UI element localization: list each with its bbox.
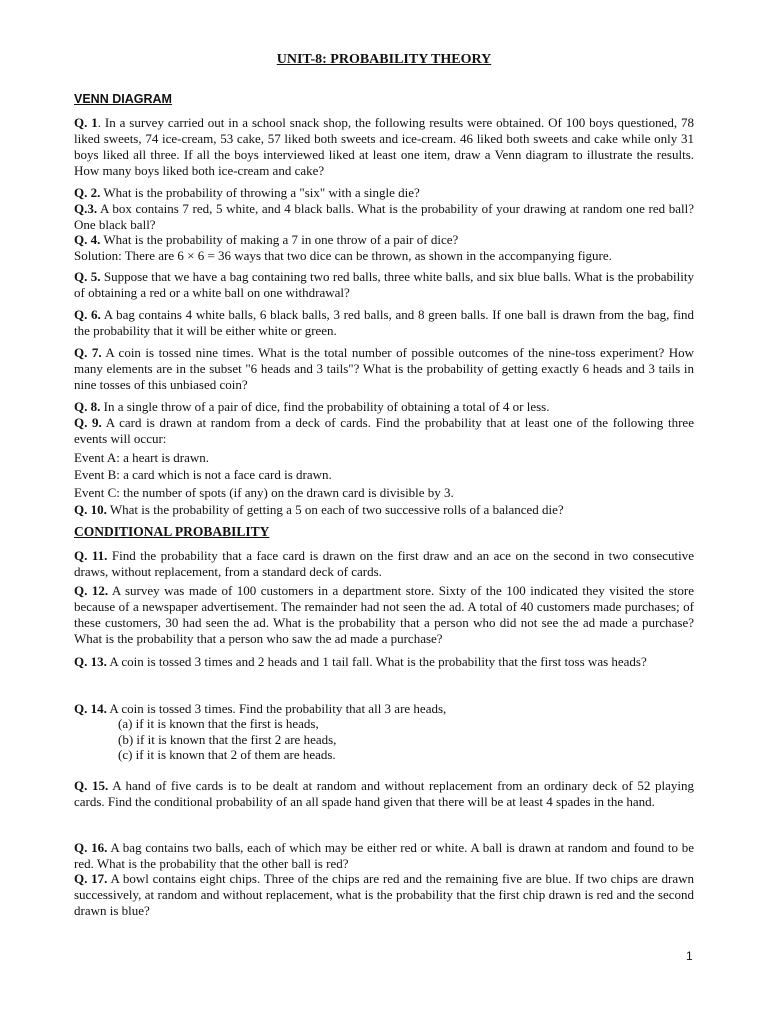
question-15 [74, 778, 694, 810]
question-label: Q. 1 [74, 115, 98, 130]
question-label: Q. 9. [74, 415, 102, 430]
question-text: A survey was made of 100 customers in a department store. Sixty of the 100 indicated they visited the store because of a newspaper advertisement. The remainder had not seen the ad. A total of 40 customers made purchases; of these customers, 30 had seen the ad. What is the probability that a person who did not see the ad made a purchase? What is the probability that a person who saw the ad made a purchase? [74, 583, 694, 646]
question-text: Suppose that we have a bag containing two red balls, three white balls, and six blue balls. What is the probability of obtaining a red or a white ball on one withdrawal? [74, 269, 694, 300]
question-label: Q. 5. [74, 269, 101, 284]
question-label: Q. 2. [74, 185, 101, 200]
question-label: Q. 16. [74, 840, 108, 855]
question-16 [74, 840, 694, 872]
question-label: Q. 12. [74, 583, 109, 598]
question-text: What is the probability of getting a 5 on each of two successive rolls of a balanced die? [106, 502, 564, 517]
question-text: Find the probability that a face card is drawn on the first draw and an ace on the second in two consecutive draws, without replacement, from a standard deck of cards. [74, 548, 694, 579]
question-text: . In a survey carried out in a school snack shop, the following results were obtained. Of 100 boys questioned, 78 liked sweets, 74 ice-cream, 53 cake, 57 liked both sweets and ice-cream. 46 liked both sweets and cake while only 31 boys liked all three. If all the boys interviewed liked at least one item, draw a Venn diagram to illustrate the results. How many boys liked both ice-cream and cake? [74, 115, 694, 178]
question-14 [74, 701, 446, 717]
question-text: A bowl contains eight chips. Three of the chips are red and the remaining five are blue. If two chips are drawn successively, at random and without replacement, what is the probability that the first chip drawn is red and the second drawn is blue? [74, 871, 694, 918]
question-text: What is the probability of making a 7 in one throw of a pair of dice? [100, 232, 459, 247]
question-5 [74, 269, 694, 301]
question-8 [74, 399, 549, 415]
page-title: UNIT-8: PROBABILITY THEORY [276, 52, 492, 67]
question-text: A coin is tossed 3 times. Find the probability that all 3 are heads, [106, 701, 447, 716]
question-text: In a single throw of a pair of dice, find the probability of obtaining a total of 4 or less. [100, 399, 550, 414]
event-c: Event C: the number of spots (if any) on the drawn card is divisible by 3. [74, 485, 454, 500]
question-4-solution: Solution: There are 6 × 6 = 36 ways that two dice can be thrown, as shown in the accompanying figure. [74, 248, 612, 263]
section-heading-conditional-probability: CONDITIONAL PROBABILITY [74, 524, 270, 539]
question-text: What is the probability of throwing a "six" with a single die? [100, 185, 420, 200]
question-11 [74, 548, 694, 580]
question-1 [74, 115, 694, 179]
page-number: 1 [686, 949, 693, 963]
question-3 [74, 201, 694, 233]
question-label: Q. 11. [74, 548, 108, 563]
question-14-part-b: (b) if it is known that the first 2 are heads, [118, 732, 337, 747]
question-12 [74, 583, 694, 647]
question-7 [74, 345, 694, 393]
question-13 [74, 654, 694, 670]
question-label: Q. 8. [74, 399, 101, 414]
question-label: Q. 14. [74, 701, 107, 716]
question-text: A bag contains 4 white balls, 6 black balls, 3 red balls, and 8 green balls. If one ball is drawn from the bag, find the probability that it will be either white or green. [74, 307, 694, 338]
question-label: Q. 13. [74, 654, 107, 669]
question-text: A coin is tossed 3 times and 2 heads and 1 tail fall. What is the probability that the first toss was heads? [106, 654, 647, 669]
event-a: Event A: a heart is drawn. [74, 450, 210, 465]
question-6 [74, 307, 694, 339]
section-heading-venn-diagram: VENN DIAGRAM [74, 92, 172, 106]
question-2 [74, 185, 420, 201]
question-label: Q. 10. [74, 502, 107, 517]
question-text: A coin is tossed nine times. What is the total number of possible outcomes of the nine-toss experiment? How many elements are in the subset "6 heads and 3 tails"? What is the probability of getting exactly 6 heads and 3 tails in nine tosses of this unbiased coin? [74, 345, 694, 392]
question-text: A bag contains two balls, each of which may be either red or white. A ball is drawn at random and found to be red. What is the probability that the other ball is red? [74, 840, 694, 871]
question-label: Q. 7. [74, 345, 102, 360]
question-14-part-c: (c) if it is known that 2 of them are heads. [118, 747, 336, 762]
question-17 [74, 871, 694, 919]
question-text: A box contains 7 red, 5 white, and 4 black balls. What is the probability of your drawing at random one red ball? One black ball? [74, 201, 694, 232]
event-b: Event B: a card which is not a face card is drawn. [74, 467, 332, 482]
question-4 [74, 232, 458, 248]
question-label: Q.3. [74, 201, 98, 216]
question-label: Q. 17. [74, 871, 108, 886]
question-text: A card is drawn at random from a deck of cards. Find the probability that at least one of the following three events will occur: [74, 415, 694, 446]
question-14-part-a: (a) if it is known that the first is heads, [118, 716, 319, 731]
question-10 [74, 502, 564, 518]
question-label: Q. 6. [74, 307, 101, 322]
question-label: Q. 4. [74, 232, 101, 247]
question-9 [74, 415, 694, 447]
question-text: A hand of five cards is to be dealt at random and without replacement from an ordinary deck of 52 playing cards. Find the conditional probability of an all spade hand given that there will be at least 4 spades in the hand. [74, 778, 694, 809]
question-label: Q. 15. [74, 778, 109, 793]
